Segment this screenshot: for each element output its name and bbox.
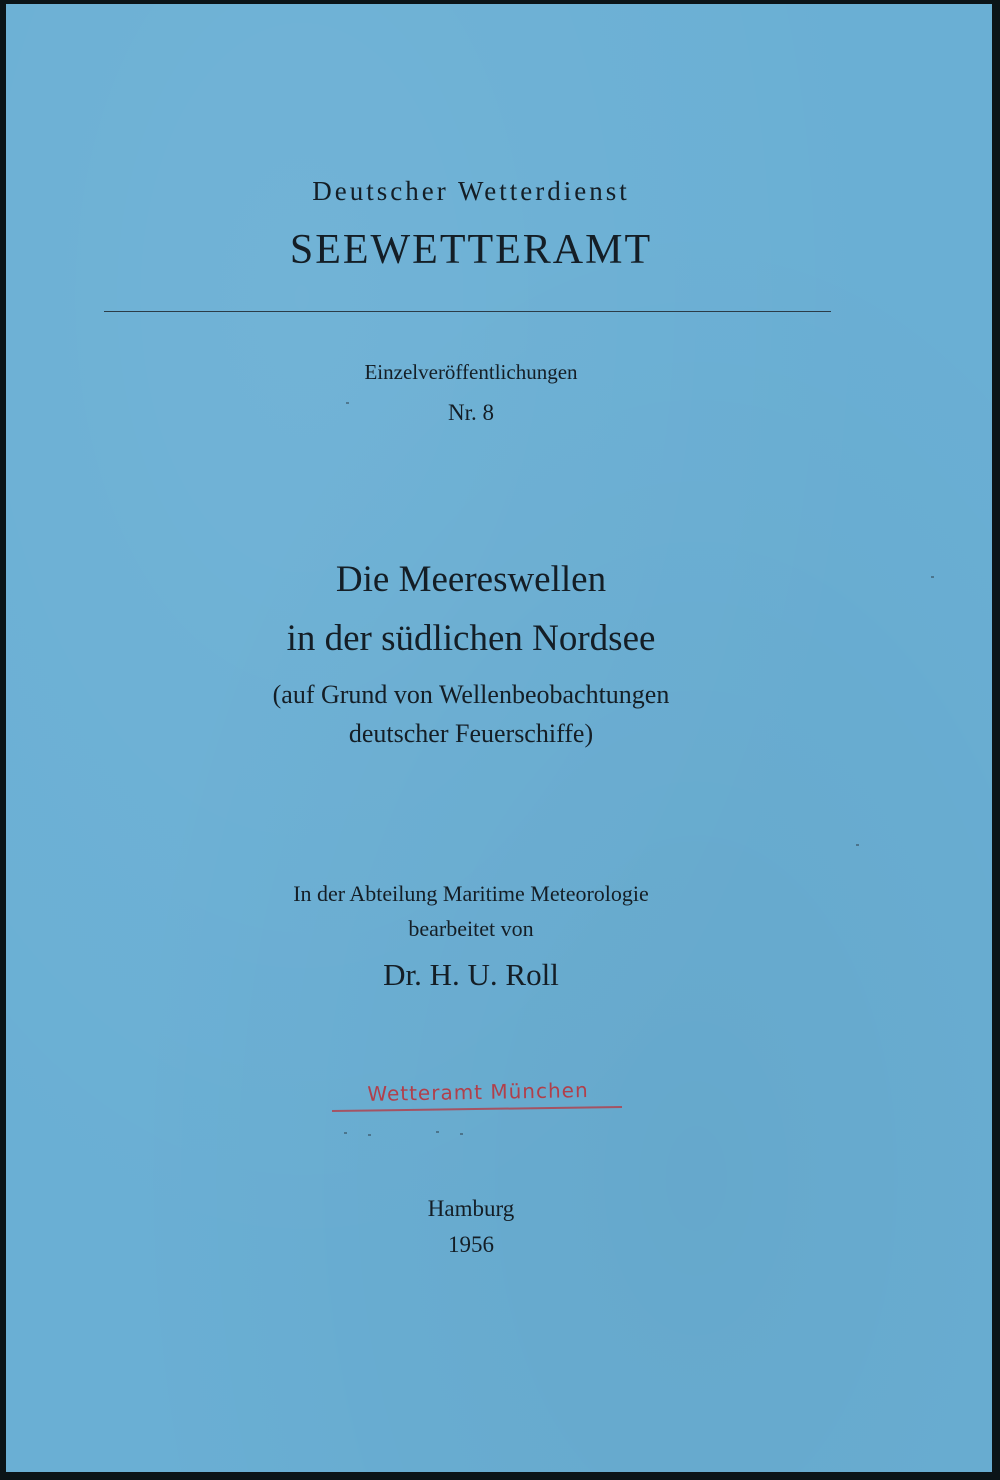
title-line-2: in der südlichen Nordsee bbox=[286, 618, 656, 659]
publication-place: Hamburg bbox=[427, 1196, 515, 1221]
subtitle-line-2: deutscher Feuerschiffe) bbox=[348, 719, 594, 748]
paper-speck bbox=[856, 844, 859, 846]
publication-year: 1956 bbox=[448, 1232, 494, 1257]
paper-speck bbox=[436, 1131, 439, 1133]
stamp-underline bbox=[332, 1106, 622, 1112]
series-title: Einzelveröffentlichungen bbox=[364, 360, 578, 384]
publisher-name: Deutscher Wetterdienst bbox=[312, 176, 630, 206]
title-line-1: Die Meereswellen bbox=[335, 559, 607, 600]
paper-speck bbox=[931, 576, 934, 578]
horizontal-divider bbox=[104, 311, 831, 312]
paper-speck bbox=[460, 1133, 463, 1135]
author-name: Dr. H. U. Roll bbox=[383, 957, 559, 992]
paper-speck bbox=[346, 402, 349, 404]
department-line: In der Abteilung Maritime Meteorologie bbox=[293, 881, 649, 906]
library-stamp: Wetteramt München bbox=[367, 1078, 589, 1106]
paper-speck bbox=[344, 1132, 347, 1134]
subtitle-line-1: (auf Grund von Wellenbeobachtungen bbox=[272, 680, 670, 709]
edited-by-line: bearbeitet von bbox=[408, 916, 534, 941]
series-number: Nr. 8 bbox=[448, 400, 494, 425]
paper-speck bbox=[368, 1134, 371, 1136]
book-cover bbox=[6, 4, 992, 1472]
office-name: SEEWETTERAMT bbox=[289, 227, 653, 273]
